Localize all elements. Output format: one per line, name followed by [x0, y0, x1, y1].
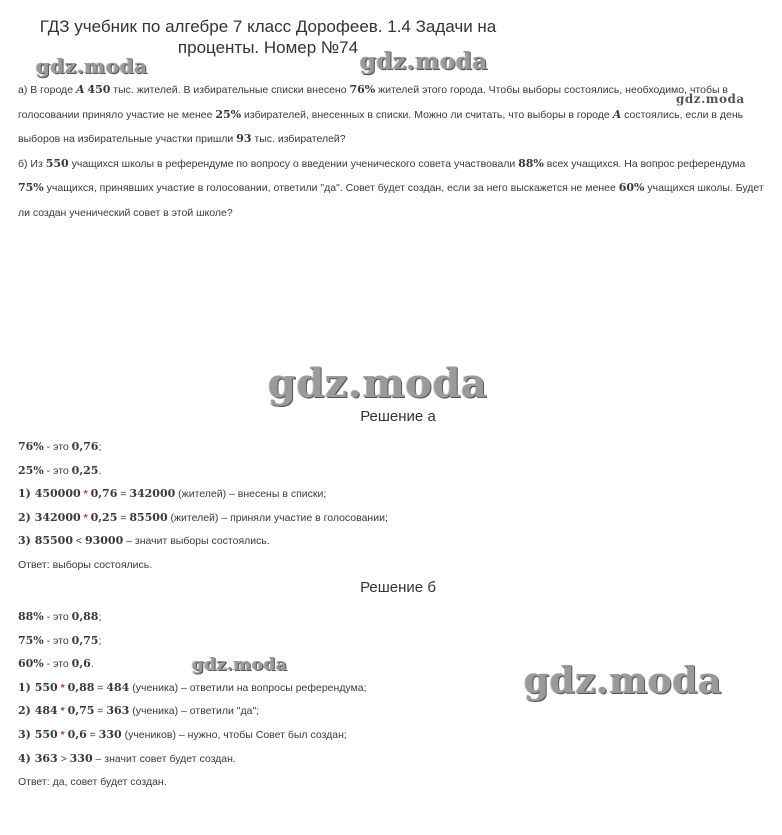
watermark-logo: gdz.moda: [268, 360, 488, 407]
page-title: ГДЗ учебник по алгебре 7 класс Дорофеев. 1.4 Задачи на проценты. Номер №74: [39, 17, 497, 57]
solution-line: 88% - это 0,88;: [18, 610, 102, 623]
solution-line: 3) 550 * 0,6 = 330 (учеников) – нужно, чтобы Совет был создан;: [18, 727, 347, 741]
problem-part-b: б) Из 550 учащихся школы в референдуме по вопросу о введении ученического совета участвовали 88% всех учащихся. На вопрос референдума 75% учащихся, принявших участие в голосовании, ответили "да". Совет будет создан, если за него выскажется не менее 60% учащихся школы. Будет ли создан ученический совет в этой школе?: [18, 156, 764, 219]
solution-line: 2) 484 * 0,75 = 363 (ученика) – ответили "да";: [18, 704, 260, 718]
solution-a: [18, 440, 388, 582]
solution-line: 1) 550 * 0,88 = 484 (ученика) – ответили на вопросы референдума;: [18, 680, 367, 694]
solution-a-title: Решение а: [360, 408, 436, 425]
solution-line: 75% - это 0,75;: [18, 633, 102, 647]
problem-text: [18, 78, 768, 225]
solution-line: 4) 363 > 330 – значит совет будет создан.: [18, 751, 236, 765]
watermark-logo: gdz.moda: [360, 48, 488, 75]
solution-line: 25% - это 0,25.: [18, 463, 102, 477]
solution-line: 1) 450000 * 0,76 = 342000 (жителей) – внесены в списки;: [18, 487, 327, 501]
watermark-logo: gdz.moda: [676, 92, 745, 106]
watermark-logo: gdz.moda: [524, 660, 722, 702]
watermark-logo: gdz.moda: [192, 655, 288, 675]
solution-line: 76% - это 0,76;: [18, 440, 102, 453]
solution-line: 60% - это 0,6.: [18, 657, 94, 671]
solution-line: 2) 342000 * 0,25 = 85500 (жителей) – приняли участие в голосовании;: [18, 510, 388, 524]
solution-b: [18, 610, 367, 799]
solution-answer: Ответ: выборы состоялись.: [18, 558, 153, 571]
solution-line: 3) 85500 < 93000 – значит выборы состоялись.: [18, 534, 270, 548]
solution-answer: Ответ: да, совет будет создан.: [18, 776, 167, 789]
problem-part-a: а) В городе A 450 тыс. жителей. В избирательные списки внесено 76% жителей этого города. Чтобы выборы состоялись, необходимо, чтобы в голосовании приняло участие не менее 25% избирателей, внесенных в списки. Можно ли считать, что выборы в городе A состоялись, если в день выборов на избирательные участки пришли 93 тыс. избирателей?: [18, 83, 744, 145]
solution-b-title: Решение б: [360, 579, 436, 596]
watermark-logo: gdz.moda: [36, 54, 148, 78]
